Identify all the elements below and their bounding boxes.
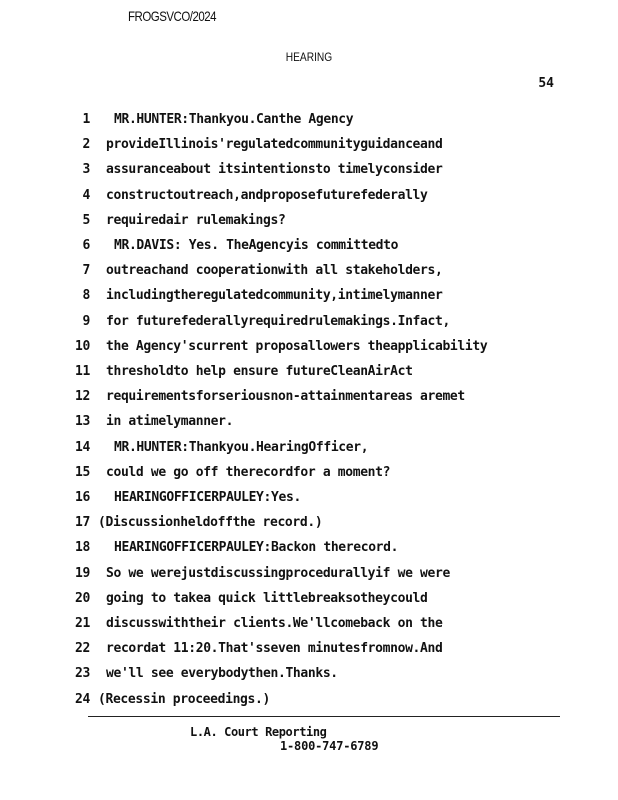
line-text: assuranceabout itsintentionsto timelyconsider bbox=[106, 162, 443, 178]
transcript-line bbox=[0, 288, 618, 313]
line-number: 24 bbox=[75, 691, 90, 707]
line-text: HEARINGOFFICERPAULEY:Yes. bbox=[114, 490, 301, 505]
line-number: 20 bbox=[75, 590, 90, 606]
transcript-line bbox=[0, 188, 618, 213]
line-text: So we werejustdiscussingprocedurallyif we were bbox=[106, 565, 450, 581]
page-number: 54 bbox=[538, 76, 554, 91]
line-number: 2 bbox=[82, 137, 90, 153]
transcript-line bbox=[0, 490, 618, 515]
line-number: 16 bbox=[75, 490, 90, 505]
line-text: recordat 11:20.That'sseven minutesfromnow.And bbox=[106, 641, 443, 657]
line-number: 1 bbox=[82, 112, 90, 127]
line-number: 9 bbox=[82, 313, 90, 329]
line-text: the Agency'scurrent proposallowers theapplicability bbox=[106, 338, 488, 354]
transcript-line bbox=[0, 112, 618, 137]
line-text: requirementsforseriousnon-attainmentareas aremet bbox=[106, 389, 465, 405]
line-number: 4 bbox=[82, 187, 90, 203]
transcript-line bbox=[0, 389, 618, 414]
transcript-line bbox=[0, 162, 618, 187]
line-number: 22 bbox=[75, 641, 90, 657]
transcript-line bbox=[0, 440, 618, 465]
transcript-line bbox=[0, 641, 618, 666]
footer-phone: 1-800-747-6789 bbox=[280, 739, 379, 753]
line-number: 17 bbox=[75, 515, 90, 531]
transcript-line bbox=[0, 692, 618, 717]
page-title: HEARING bbox=[285, 50, 333, 64]
line-number: 3 bbox=[82, 162, 90, 178]
transcript-line bbox=[0, 666, 618, 691]
line-text: discusswiththeir clients.We'llcomeback on the bbox=[106, 616, 443, 631]
line-number: 8 bbox=[82, 288, 90, 304]
line-text: (Discussionheldoffthe record.) bbox=[98, 515, 323, 531]
line-text: outreachand cooperationwith all stakeholders, bbox=[106, 263, 443, 279]
line-number: 19 bbox=[75, 565, 90, 581]
line-text: requiredair rulemakings? bbox=[106, 212, 286, 228]
line-text: in atimelymanner. bbox=[106, 414, 234, 430]
line-text: HEARINGOFFICERPAULEY:Backon therecord. bbox=[114, 540, 399, 556]
line-text: MR.DAVIS: Yes. TheAgencyis committedto bbox=[114, 238, 399, 253]
line-text: going to takea quick littlebreaksotheycould bbox=[106, 590, 428, 606]
transcript-line bbox=[0, 465, 618, 490]
transcript-line bbox=[0, 137, 618, 162]
line-number: 13 bbox=[75, 414, 90, 430]
transcript-line bbox=[0, 515, 618, 540]
transcript-line bbox=[0, 238, 618, 263]
transcript-line bbox=[0, 540, 618, 565]
line-text: includingtheregulatedcommunity,intimelymanner bbox=[106, 288, 443, 304]
line-number: 11 bbox=[75, 364, 90, 379]
line-text: thresholdto help ensure futureCleanAirAct bbox=[106, 364, 413, 379]
footer-company: L.A. Court Reporting bbox=[190, 725, 327, 739]
line-number: 18 bbox=[75, 540, 90, 556]
transcript-line bbox=[0, 566, 618, 591]
transcript-line bbox=[0, 414, 618, 439]
line-number: 12 bbox=[75, 389, 90, 405]
transcript-line bbox=[0, 616, 618, 641]
line-text: could we go off therecordfor a moment? bbox=[106, 464, 391, 480]
transcript-line bbox=[0, 314, 618, 339]
line-text: provideIllinois'regulatedcommunityguidanceand bbox=[106, 137, 443, 153]
line-text: MR.HUNTER:Thankyou.Canthe Agency bbox=[114, 112, 354, 127]
footer-divider bbox=[88, 716, 560, 717]
transcript-line bbox=[0, 213, 618, 238]
line-number: 14 bbox=[75, 439, 90, 455]
transcript-line bbox=[0, 339, 618, 364]
line-number: 10 bbox=[75, 338, 90, 354]
line-text: we'll see everybodythen.Thanks. bbox=[106, 666, 338, 682]
line-text: for futurefederallyrequiredrulemakings.Infact, bbox=[106, 313, 450, 329]
line-number: 7 bbox=[82, 263, 90, 279]
line-text: MR.HUNTER:Thankyou.HearingOfficer, bbox=[114, 439, 369, 455]
line-number: 21 bbox=[75, 616, 90, 631]
transcript-line bbox=[0, 364, 618, 389]
line-number: 15 bbox=[75, 464, 90, 480]
line-text: constructoutreach,andproposefuturefederally bbox=[106, 187, 428, 203]
line-number: 23 bbox=[75, 666, 90, 682]
line-text: (Recessin proceedings.) bbox=[98, 691, 270, 707]
transcript-line bbox=[0, 263, 618, 288]
transcript-line bbox=[0, 591, 618, 616]
line-number: 6 bbox=[82, 238, 90, 253]
line-number: 5 bbox=[82, 212, 90, 228]
header-date: FROGSVCO/2024 bbox=[128, 8, 217, 24]
